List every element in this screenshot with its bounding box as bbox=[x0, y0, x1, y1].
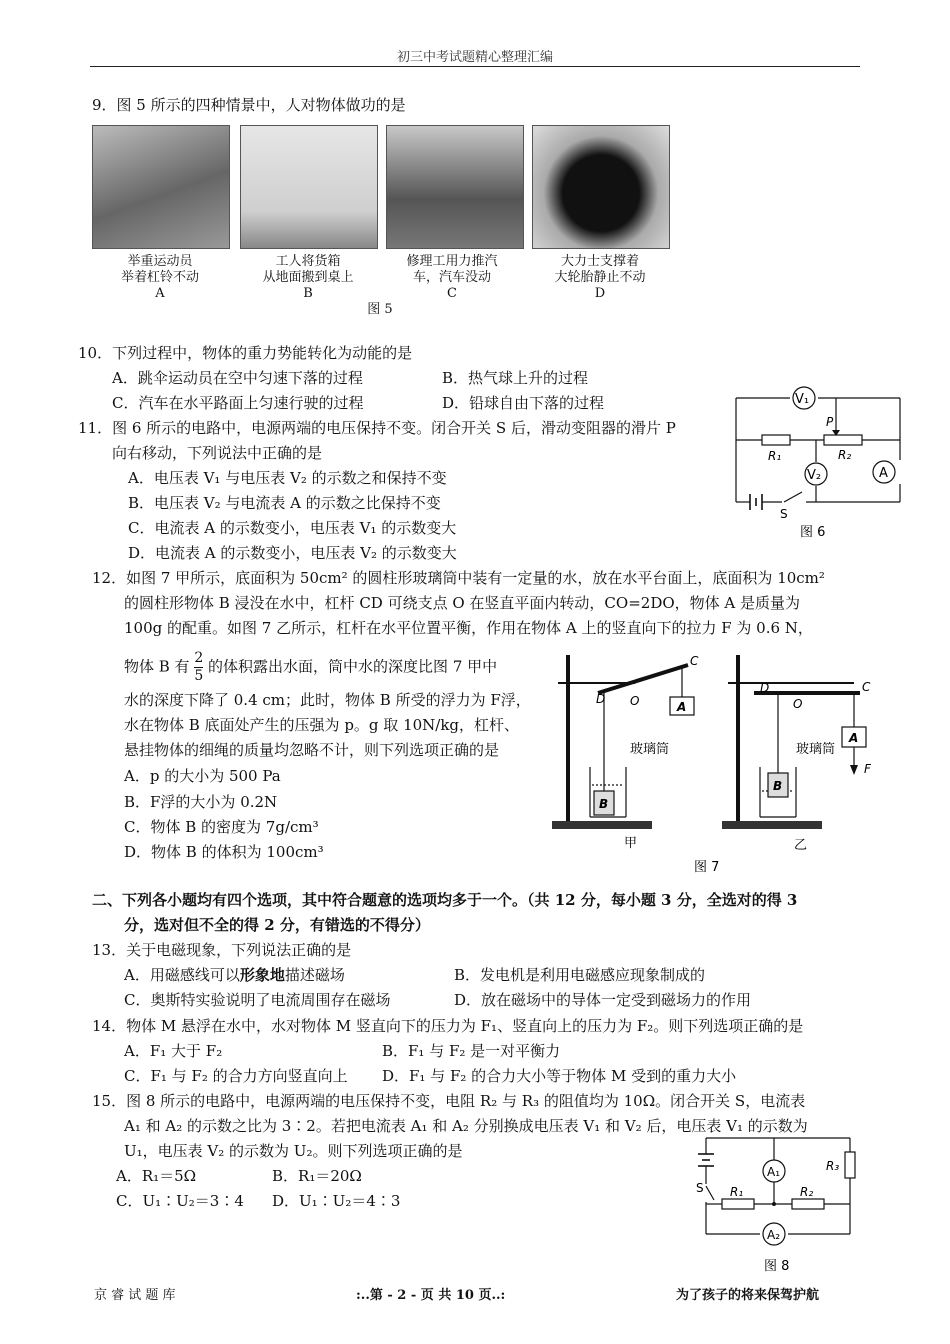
figure-8-caption: 图 8 bbox=[764, 1259, 790, 1274]
label-b-jia: B bbox=[599, 797, 609, 811]
label-a2: A₂ bbox=[767, 1228, 781, 1242]
rheostat-r2 bbox=[824, 435, 862, 445]
q10-option-c: C．汽车在水平路面上匀速行驶的过程 bbox=[112, 394, 364, 412]
q12-option-c: C．物体 B 的密度为 7g/cm³ bbox=[124, 818, 319, 836]
q9-option-a: 举重运动员 举着杠铃不动 A bbox=[120, 254, 199, 301]
q14-option-b: B．F₁ 与 F₂ 是一对平衡力 bbox=[382, 1042, 561, 1060]
label-a-jia: A bbox=[677, 700, 687, 714]
photo-weightlifter bbox=[92, 125, 230, 249]
q12-line2: 的圆柱形物体 B 浸没在水中，杠杆 CD 可绕支点 O 在竖直平面内转动，CO=2DO，物体 A 是质量为 bbox=[124, 594, 801, 612]
q12-option-b: B．F浮的大小为 0.2N bbox=[124, 793, 278, 811]
q9-option-d: 大力士支撑着 大轮胎静止不动 D bbox=[554, 254, 646, 301]
q9-option-b: 工人将货箱 从地面搬到桌上 B bbox=[262, 254, 354, 301]
figure-7-diagram bbox=[548, 645, 878, 877]
label-ammeter: A bbox=[879, 466, 888, 481]
label-r3: R₃ bbox=[826, 1159, 840, 1173]
q15-option-c: C．U₁∶U₂＝3∶4 bbox=[116, 1192, 244, 1210]
q12-line4: 物体 B 有 $\frac{2}{5}$ 的体积露出水面，筒中水的深度比图 7 甲中 bbox=[124, 650, 498, 684]
q15-line2: A₁ 和 A₂ 的示数之比为 3∶2。若把电流表 A₁ 和 A₂ 分别换成电压表 V₁ 和 V₂ 后，电压表 V₁ 的示数为 bbox=[124, 1117, 808, 1135]
q10-stem: 10．下列过程中，物体的重力势能转化为动能的是 bbox=[78, 344, 413, 362]
q12-option-d: D．物体 B 的体积为 100cm³ bbox=[124, 843, 324, 861]
header-rule bbox=[90, 66, 860, 67]
label-yi: 乙 bbox=[794, 838, 808, 853]
q11-option-a: A．电压表 V₁ 与电压表 V₂ 的示数之和保持不变 bbox=[128, 469, 447, 487]
label-a1: A₁ bbox=[767, 1165, 781, 1179]
q12-line6: 水在物体 B 底面处产生的压强为 p。g 取 10N/kg，杠杆、 bbox=[124, 716, 520, 734]
section2-line2: 分，选对但不全的得 2 分，有错选的不得分） bbox=[124, 916, 430, 934]
q13-stem: 13．关于电磁现象，下列说法正确的是 bbox=[92, 941, 352, 959]
q11-stem-line2: 向右移动，下列说法中正确的是 bbox=[112, 444, 323, 462]
label-s: S bbox=[696, 1181, 704, 1195]
q15-option-b: B．R₁＝20Ω bbox=[272, 1167, 362, 1185]
section2-line1: 二、下列各小题均有四个选项，其中符合题意的选项均多于一个。（共 12 分，每小题 3 分，全选对的得 3 bbox=[92, 891, 798, 909]
q14-option-c: C．F₁ 与 F₂ 的合力方向竖直向上 bbox=[124, 1067, 348, 1085]
label-o-yi: O bbox=[793, 697, 803, 711]
figure-7-caption: 图 7 bbox=[694, 860, 720, 875]
label-tube-yi: 玻璃筒 bbox=[796, 742, 836, 757]
label-r1: R₁ bbox=[768, 449, 782, 463]
label-b-yi: B bbox=[773, 779, 783, 793]
label-p: P bbox=[826, 415, 834, 429]
q15-option-d: D．U₁∶U₂＝4∶3 bbox=[272, 1192, 401, 1210]
q10-option-d: D．铅球自由下落的过程 bbox=[442, 394, 605, 412]
label-o-jia: O bbox=[630, 694, 640, 708]
q11-stem-line1: 11．图 6 所示的电路中，电源两端的电压保持不变。闭合开关 S 后，滑动变阻器的滑片 P bbox=[78, 419, 676, 437]
q11-option-d: D．电流表 A 的示数变小，电压表 V₂ 的示数变大 bbox=[128, 544, 457, 562]
label-a-yi: A bbox=[849, 731, 859, 745]
q15-option-a: A．R₁＝5Ω bbox=[116, 1167, 197, 1185]
q12-line7: 悬挂物体的细绳的质量均忽略不计，则下列选项正确的是 bbox=[124, 741, 500, 759]
label-f-yi: F bbox=[864, 762, 871, 776]
q12-line3: 100g 的配重。如图 7 乙所示，杠杆在水平位置平衡，作用在物体 A 上的竖直向下的拉力 F 为 0.6 N， bbox=[124, 619, 813, 637]
label-s: S bbox=[780, 507, 788, 521]
q11-option-c: C．电流表 A 的示数变小，电压表 V₁ 的示数变大 bbox=[128, 519, 457, 537]
q12-line1: 12．如图 7 甲所示，底面积为 50cm² 的圆柱形玻璃筒中装有一定量的水，放在水平台面上，底面积为 10cm² bbox=[92, 569, 825, 587]
label-v2: V₂ bbox=[807, 468, 822, 483]
label-v1: V₁ bbox=[795, 392, 810, 407]
q10-option-b: B．热气球上升的过程 bbox=[442, 369, 589, 387]
resistor-r1 bbox=[722, 1199, 754, 1209]
q9-stem: 9．图 5 所示的四种情景中，人对物体做功的是 bbox=[92, 96, 406, 114]
photo-worker-box bbox=[240, 125, 378, 249]
label-d-yi: D bbox=[760, 681, 770, 695]
label-tube-jia: 玻璃筒 bbox=[630, 742, 670, 757]
label-r1: R₁ bbox=[730, 1185, 744, 1199]
resistor-r1 bbox=[762, 435, 790, 445]
q15-line1: 15．图 8 所示的电路中，电源两端的电压保持不变，电阻 R₂ 与 R₃ 的阻值均为 10Ω。闭合开关 S，电流表 bbox=[92, 1092, 806, 1110]
q11-option-b: B．电压表 V₂ 与电流表 A 的示数之比保持不变 bbox=[128, 494, 441, 512]
q14-stem: 14．物体 M 悬浮在水中，水对物体 M 竖直向下的压力为 F₁、竖直向上的压力为 F₂。则下列选项正确的是 bbox=[92, 1017, 804, 1035]
q9-option-c: 修理工用力推汽 车，汽车没动 C bbox=[406, 254, 498, 301]
label-r2: R₂ bbox=[838, 448, 852, 462]
photo-tire bbox=[532, 125, 670, 249]
footer-page-number: :..第 - 2 - 页 共 10 页..: bbox=[356, 1288, 506, 1303]
q12-line5: 水的深度下降了 0.4 cm；此时，物体 B 所受的浮力为 F浮， bbox=[124, 691, 531, 709]
q14-option-a: A．F₁ 大于 F₂ bbox=[124, 1042, 223, 1060]
q13-option-c: C．奥斯特实验说明了电流周围存在磁场 bbox=[124, 991, 391, 1009]
footer-left: 京 睿 试 题 库 bbox=[94, 1288, 176, 1303]
figure-8-circuit bbox=[696, 1132, 870, 1278]
label-c-yi: C bbox=[862, 680, 871, 694]
q12-option-a: A．p 的大小为 500 Pa bbox=[124, 767, 281, 785]
q13-option-a: A．用磁感线可以形象地描述磁场 bbox=[124, 966, 345, 984]
figure-6-caption: 图 6 bbox=[800, 525, 826, 540]
label-r2: R₂ bbox=[800, 1185, 814, 1199]
page-header: 初三中考试题精心整理汇编 bbox=[396, 50, 553, 65]
figure-5-caption: 图 5 bbox=[367, 302, 393, 317]
label-c-jia: C bbox=[690, 654, 699, 668]
resistor-r2 bbox=[792, 1199, 824, 1209]
fraction-two-fifths: $\frac{2}{5}$ bbox=[194, 650, 204, 684]
q13-option-d: D．放在磁场中的导体一定受到磁场力的作用 bbox=[454, 991, 752, 1009]
resistor-r3 bbox=[845, 1152, 855, 1178]
label-d-jia: D bbox=[596, 692, 606, 706]
q10-option-a: A．跳伞运动员在空中匀速下落的过程 bbox=[112, 369, 363, 387]
photo-push-car bbox=[386, 125, 524, 249]
q14-option-d: D．F₁ 与 F₂ 的合力大小等于物体 M 受到的重力大小 bbox=[382, 1067, 737, 1085]
q13-option-b: B．发电机是利用电磁感应现象制成的 bbox=[454, 966, 706, 984]
footer-right: 为了孩子的将来保驾护航 bbox=[676, 1288, 820, 1303]
label-jia: 甲 bbox=[624, 836, 638, 851]
figure-6-circuit bbox=[724, 382, 910, 542]
q15-line3: U₁，电压表 V₂ 的示数为 U₂。则下列选项正确的是 bbox=[124, 1142, 463, 1160]
